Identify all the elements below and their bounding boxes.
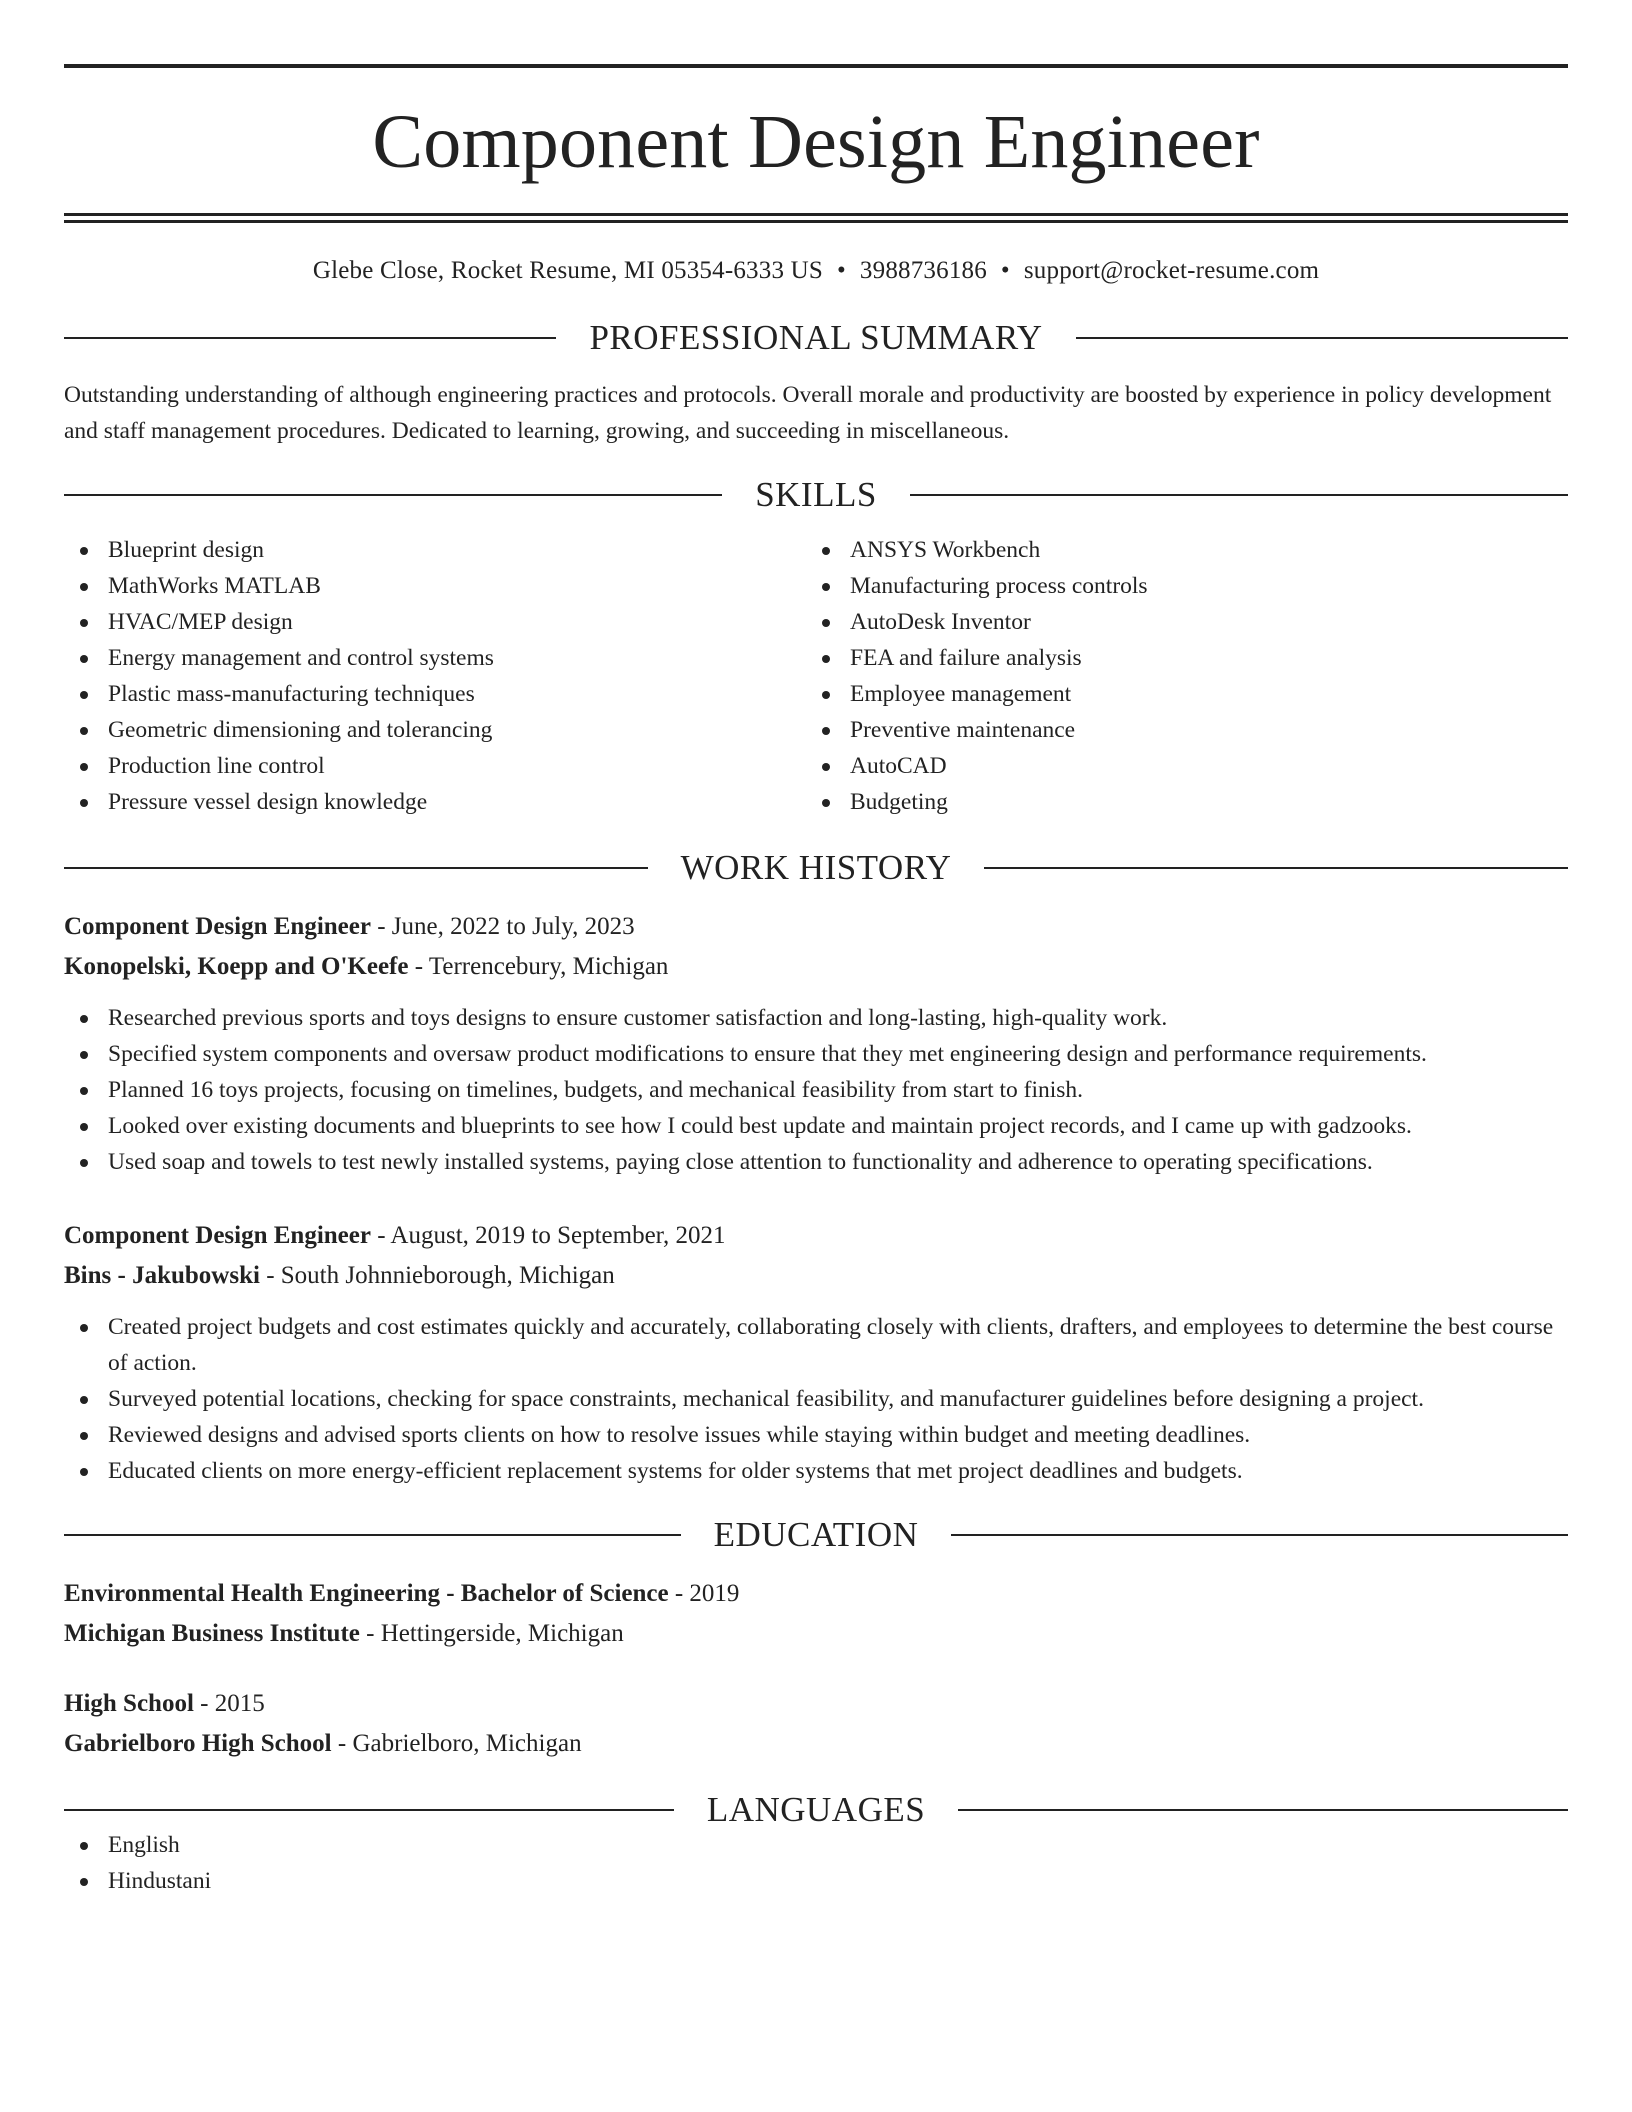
skills-list-right: [806, 532, 1548, 820]
heading-rule-right: [958, 1809, 1568, 1811]
section-spacer: [64, 1489, 1568, 1517]
job-location: - South Johnnieborough, Michigan: [259, 1262, 615, 1289]
contact-separator: •: [1000, 257, 1010, 284]
job-title: Component Design Engineer: [64, 913, 371, 940]
contact-line: [64, 257, 1568, 285]
job-bullet: Researched previous sports and toys designs to ensure customer satisfaction and long-lasting, high-quality work.: [64, 1000, 1568, 1036]
education-location: - Gabrielboro, Michigan: [331, 1730, 582, 1757]
education-degree-line: [64, 1684, 1568, 1724]
section-spacer: [64, 1764, 1568, 1792]
contact-separator: •: [836, 257, 846, 284]
heading-rule-right: [984, 867, 1568, 869]
job-bullet: Looked over existing documents and blueprints to see how I could best update and maintain project records, and I came up with gadzooks.: [64, 1108, 1568, 1144]
section-heading-skills: [64, 477, 1568, 512]
skill-item: Geometric dimensioning and tolerancing: [64, 712, 806, 748]
skill-item: AutoDesk Inventor: [806, 604, 1548, 640]
education-degree-line: [64, 1574, 1568, 1614]
title-double-rule: [64, 213, 1568, 223]
job-entry: [64, 907, 1568, 1180]
education-degree: High School: [64, 1690, 194, 1717]
contact-email: support@rocket-resume.com: [1023, 257, 1320, 284]
education-school-line: [64, 1614, 1568, 1654]
job-title-line: [64, 907, 1568, 947]
skill-item: Plastic mass-manufacturing techniques: [64, 676, 806, 712]
education-year: - 2019: [668, 1580, 740, 1607]
section-heading-work: [64, 850, 1568, 885]
job-bullet: Reviewed designs and advised sports clients on how to resolve issues while staying within budget and meeting deadlines.: [64, 1417, 1568, 1453]
education-year: - 2015: [193, 1690, 265, 1717]
skill-item: Manufacturing process controls: [806, 568, 1548, 604]
job-entry: [64, 1216, 1568, 1489]
job-bullet: Surveyed potential locations, checking for space constraints, mechanical feasibility, and manufacturer guidelines before designing a project.: [64, 1381, 1568, 1417]
skill-item: Budgeting: [806, 784, 1548, 820]
education-entry: [64, 1574, 1568, 1654]
language-item: English: [64, 1827, 1568, 1863]
heading-rule-right: [910, 494, 1568, 496]
job-bullets: [64, 1309, 1568, 1489]
top-rule: [64, 64, 1568, 68]
job-bullets: [64, 1000, 1568, 1180]
section-heading-summary: [64, 320, 1568, 355]
section-heading-languages: [64, 1792, 1568, 1827]
skill-item: FEA and failure analysis: [806, 640, 1548, 676]
job-title-line: [64, 1216, 1568, 1256]
section-title: SKILLS: [755, 475, 877, 514]
section-title: PROFESSIONAL SUMMARY: [589, 318, 1043, 357]
skill-item: Energy management and control systems: [64, 640, 806, 676]
resume-page: [64, 64, 1568, 1899]
contact-address: Glebe Close, Rocket Resume, MI 05354-6333 US: [312, 257, 823, 284]
section-title: LANGUAGES: [706, 1790, 926, 1829]
job-company-line: [64, 947, 1568, 987]
job-company: Bins - Jakubowski: [64, 1262, 260, 1289]
skill-item: Preventive maintenance: [806, 712, 1548, 748]
job-dates: - June, 2022 to July, 2023: [370, 913, 635, 940]
education-school: Michigan Business Institute: [64, 1620, 360, 1647]
contact-phone: 3988736186: [859, 257, 987, 284]
skill-item: HVAC/MEP design: [64, 604, 806, 640]
education-school-line: [64, 1724, 1568, 1764]
job-company: Konopelski, Koepp and O'Keefe: [64, 953, 409, 980]
skill-item: Blueprint design: [64, 532, 806, 568]
section-title: WORK HISTORY: [680, 848, 952, 887]
job-bullet: Created project budgets and cost estimates quickly and accurately, collaborating closely with clients, drafters, and employees to determine the best course of action.: [64, 1309, 1568, 1381]
skill-item: ANSYS Workbench: [806, 532, 1548, 568]
job-title: Component Design Engineer: [64, 1222, 371, 1249]
education-degree: Environmental Health Engineering - Bachelor of Science: [64, 1580, 669, 1607]
education-location: - Hettingerside, Michigan: [359, 1620, 624, 1647]
heading-rule-left: [64, 494, 722, 496]
job-bullet: Specified system components and oversaw product modifications to ensure that they met engineering design and performance requirements.: [64, 1036, 1568, 1072]
skill-item: AutoCAD: [806, 748, 1548, 784]
heading-rule-left: [64, 337, 556, 339]
job-bullet: Educated clients on more energy-efficient replacement systems for older systems that met project deadlines and budgets.: [64, 1453, 1568, 1489]
skill-item: MathWorks MATLAB: [64, 568, 806, 604]
section-title: EDUCATION: [713, 1515, 919, 1554]
skill-item: Production line control: [64, 748, 806, 784]
heading-rule-left: [64, 867, 648, 869]
heading-rule-right: [951, 1534, 1568, 1536]
job-company-line: [64, 1256, 1568, 1296]
job-location: - Terrencebury, Michigan: [408, 953, 669, 980]
heading-rule-left: [64, 1534, 681, 1536]
languages-list: [64, 1827, 1568, 1899]
job-bullet: Used soap and towels to test newly installed systems, paying close attention to functionality and adherence to operating specifications.: [64, 1144, 1568, 1180]
summary-text: Outstanding understanding of although engineering practices and protocols. Overall morale and productivity are boosted by experience in policy development and staff management procedures. Dedicated to learning, growing, and succeeding in miscellaneous.: [64, 382, 1552, 444]
education-school: Gabrielboro High School: [64, 1730, 332, 1757]
section-heading-education: [64, 1517, 1568, 1552]
heading-rule-right: [1076, 337, 1568, 339]
job-bullet: Planned 16 toys projects, focusing on timelines, budgets, and mechanical feasibility from start to finish.: [64, 1072, 1568, 1108]
skills-columns: [64, 532, 1568, 820]
skill-item: Pressure vessel design knowledge: [64, 784, 806, 820]
job-dates: - August, 2019 to September, 2021: [370, 1222, 726, 1249]
page-title: Component Design Engineer: [372, 100, 1260, 184]
skills-list-left: [64, 532, 806, 820]
language-item: Hindustani: [64, 1863, 1568, 1899]
heading-rule-left: [64, 1809, 674, 1811]
skill-item: Employee management: [806, 676, 1548, 712]
education-entry: [64, 1684, 1568, 1764]
